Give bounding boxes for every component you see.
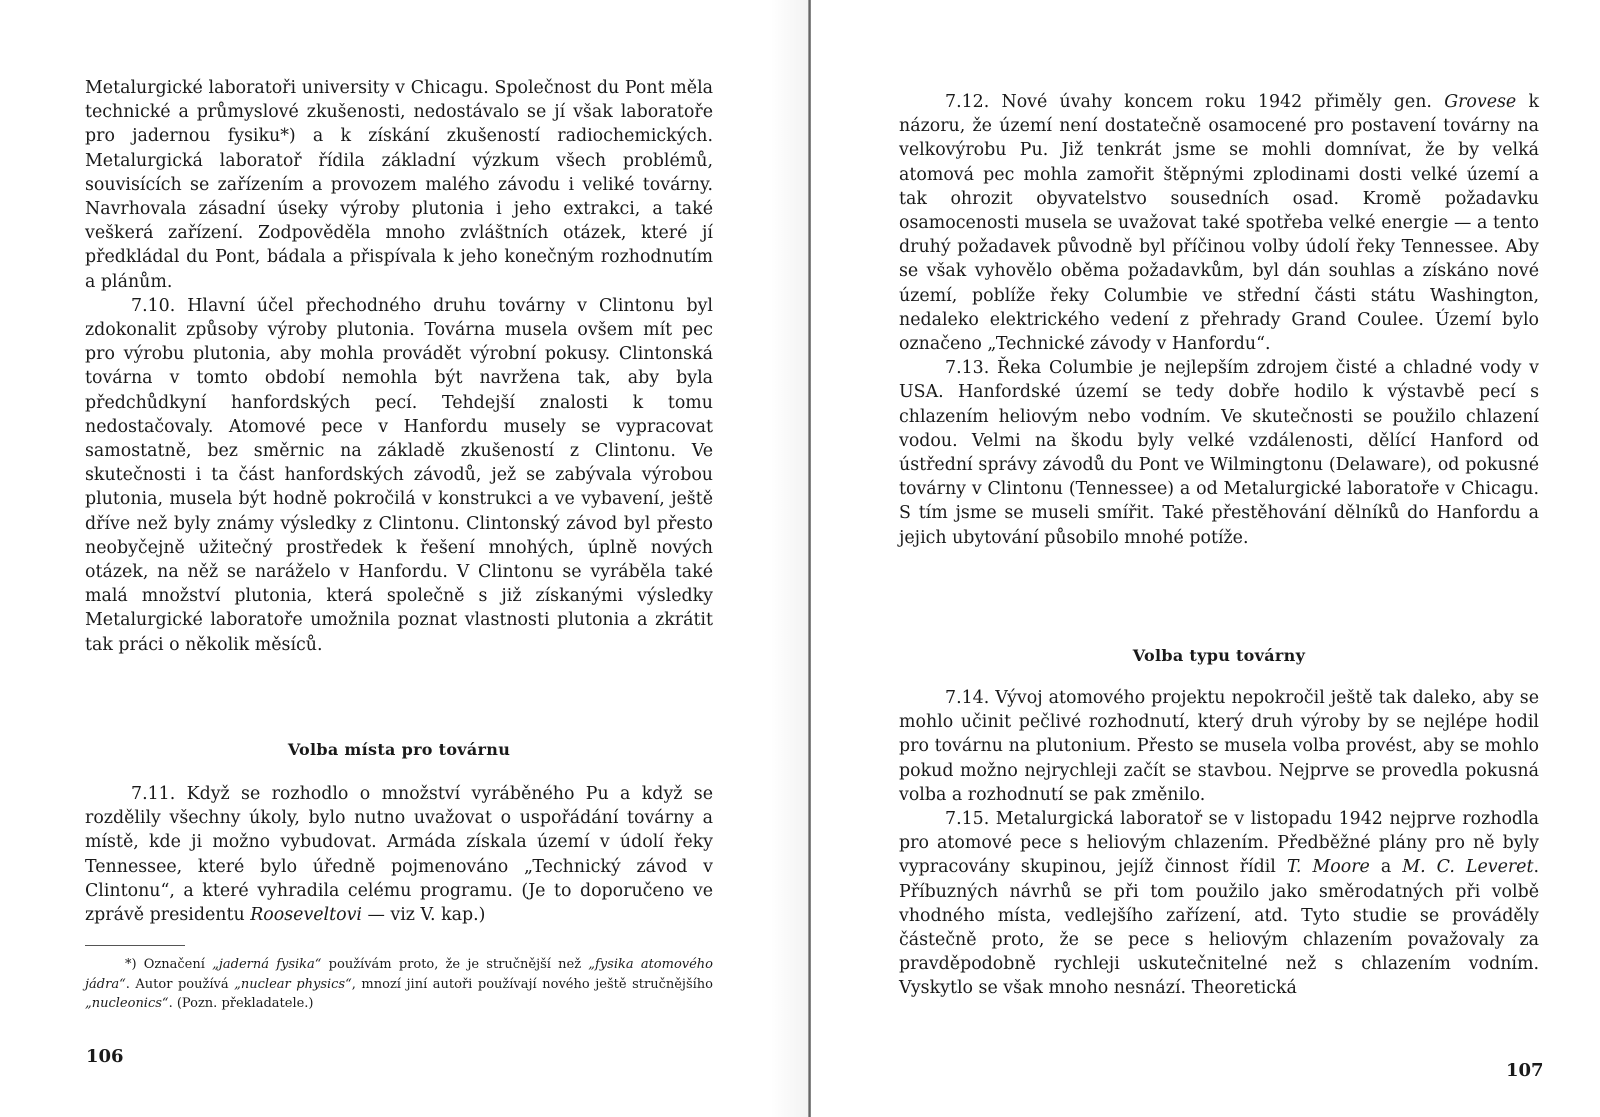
- paragraph-7-15-text: 7.15. Metalurgická laboratoř se v listopadu 1942 nejprve rozhodla pro atomové pece s heliovým chlazením. Předběžné plány pro ně byly vypracovány skupinou, jejíž činnost řídil: [899, 809, 1539, 878]
- footnote-term: „jaderná fysika“: [212, 957, 322, 972]
- footnote-part: . (Pozn. překladatele.): [168, 996, 314, 1011]
- paragraph-7-15-text-end: . Příbuzných návrhů se při tom použilo jako směrodatných při volbě vhodného místa, vedlejšího zařízení, atd. Tyto studie se prováděly částečně proto, že se pece s heliovým chlazením považovaly za pravděpodobně rychleji uskutečnitelné než s chlazením vodním. Vyskytlo se však mnoho nesnází. Theoretická: [899, 857, 1539, 999]
- section-heading-right: Volba typu továrny: [1132, 646, 1306, 665]
- section-heading-left: Volba místa pro továrnu: [287, 740, 511, 759]
- footnote-term: „fysika atomového jádra“: [85, 957, 714, 992]
- paragraph-7-14: 7.14. Vývoj atomového projektu nepokročil ještě tak daleko, aby se mohlo učinit pečlivé rozhodnutí, který druh výroby by se nejlépe hodil pro továrnu na plutonium. Přesto se musela volba provést, aby se mohlo pokud možno nejrychleji začít se stavbou. Nejprve se provedla pokusná volba a rozhodnutí se pak změnilo.: [899, 688, 1539, 805]
- footnote-part: používám proto, že je stručnější než: [321, 957, 589, 972]
- footnote-term: „nucleonics“: [85, 996, 169, 1011]
- page-number-right: 107: [1506, 1060, 1544, 1081]
- paragraph-7-15: [899, 807, 1539, 1001]
- paragraph-7-15-text: a: [1369, 857, 1403, 878]
- paragraph-7-15-italic: M. C. Leveret: [1402, 857, 1534, 878]
- paragraph-7-12: [899, 90, 1539, 356]
- page-number-left: 106: [86, 1046, 124, 1067]
- paragraph-7-11-italic: Rooseveltovi: [250, 905, 362, 926]
- paragraph-7-12-text-end: k názoru, že území není dostatečně osamocené pro postavení továrny na velkovýrobu Pu. Již tenkrát jsme se mohli domnívat, že by velká atomová pec mohla zamořit štěpnými zplodinami dosti velké území a tak ohrozit obyvatelstvo sousedních osad. Kromě požadavku osamocenosti musela se uvažovat také spotřeba velké energie — a tento druhý požadavek původně byl příčinou volby údolí řeky Tennessee. Aby se však vyhovělo oběma požadavkům, byl dán souhlas a získáno nové území, poblíže řeky Columbie ve střední části státu Washington, nedaleko elektrického vedení z přehrady Grand Coulee. Území bylo označeno „Technické závody v Hanfordu“.: [899, 92, 1539, 355]
- paragraph-7-11-text: 7.11. Když se rozhodlo o množství vyráběného Pu a když se rozdělily všechny úkoly, bylo nutno uvažovat o uspořádání továrny a místě, kde ji možno vybudovat. Armáda získala území v údolí řeky Tennessee, které bylo úředně pojmenováno „Technický závod v Clintonu“, a které vyhradila celému programu. (Je to doporučeno ve zprávě presidentu: [85, 784, 713, 926]
- paragraph-7-10: 7.10. Hlavní účel přechodného druhu továrny v Clintonu byl zdokonalit způsoby výroby plutonia. Továrna musela ovšem mít pec pro výrobu plutonia, aby mohla provádět výrobní pokusy. Clintonská továrna v tomto období nemohla být navržena tak, aby byla předchůdkyní hanfordských pecí. Tehdejší znalosti k tomu nedostačovaly. Atomové pece v Hanfordu musely se vypracovat samostatně, bez směrnic na základě zkušeností z Clintonu. Ve skutečnosti i ta část hanfordských závodů, jež se zabývala výrobou plutonia, musela být hodně pokročilá v konstrukci a ve vybavení, ještě dříve než byly známy výsledky z Clintonu. Clintonský závod byl přesto neobyčejně užitečný prostředek k řešení mnohých, úplně nových otázek, na něž se naráželo v Hanfordu. V Clintonu se vyráběla také malá množství plutonia, která společně s již získanými výsledky Metalurgické laboratoře umožnila poznat vlastnosti plutonia a zkrátit tak práci o několik měsíců.: [85, 295, 713, 655]
- left-top-text: [85, 76, 713, 657]
- paragraph-7-15-italic: T. Moore: [1286, 857, 1370, 878]
- footnote-term: „nuclear physics“: [234, 976, 352, 992]
- paragraph-7-11: [85, 782, 713, 927]
- footnote-part: . Autor používá: [125, 976, 235, 992]
- paragraph-7-13: 7.13. Řeka Columbie je nejlepším zdrojem čisté a chladné vody v USA. Hanfordské území se tedy dobře hodilo k výstavbě pecí s chlazením heliovým nebo vodním. Ve skutečnosti se použilo chlazení vodou. Velmi na škodu byly velké vzdálenosti, dělící Hanford od ústřední správy závodů du Pont ve Wilmingtonu (Delaware), od pokusné továrny v Clintonu (Tennessee) a od Metalurgické laboratoře v Chicagu. S tím jsme se museli smířit. Také přestěhování dělníků do Hanfordu a jejich ubytování působilo mnohé potíže.: [899, 358, 1539, 548]
- footnote: [85, 955, 713, 1014]
- left-bottom-text: [85, 782, 713, 927]
- paragraph-continued: Metalurgické laboratoři university v Chicagu. Společnost du Pont měla technické a průmyslové zkušenosti, nedostávalo se jí však laboratoře pro jadernou fysiku*) a k získání zkušeností radiochemických. Metalurgická laboratoř řídila základní výzkum všech problémů, souvisících se zařízením a provozem malého závodu i veliké továrny. Navrhovala zásadní úseky výroby plutonia i jeho extrakci, a také veškerá zařízení. Zodpověděla mnoho zvláštních otázek, které jí předkládal du Pont, bádala a přispívala k jeho konečným rozhodnutím a plánům.: [85, 78, 713, 292]
- paragraph-7-12-text: 7.12. Nové úvahy koncem roku 1942 přiměly gen.: [945, 92, 1445, 112]
- footnote-part: *) Označení: [125, 957, 213, 972]
- right-page: [811, 0, 1600, 1117]
- paragraph-7-12-italic: Grovese: [1444, 92, 1517, 112]
- paragraph-7-11-end: — viz V. kap.): [361, 905, 486, 926]
- footnote-rule: [85, 945, 185, 946]
- right-bottom-text: [899, 686, 1539, 1001]
- footnote-part: , mnozí jiní autoři používají nového ještě stručnějšího: [351, 976, 713, 992]
- right-top-text: [899, 90, 1539, 550]
